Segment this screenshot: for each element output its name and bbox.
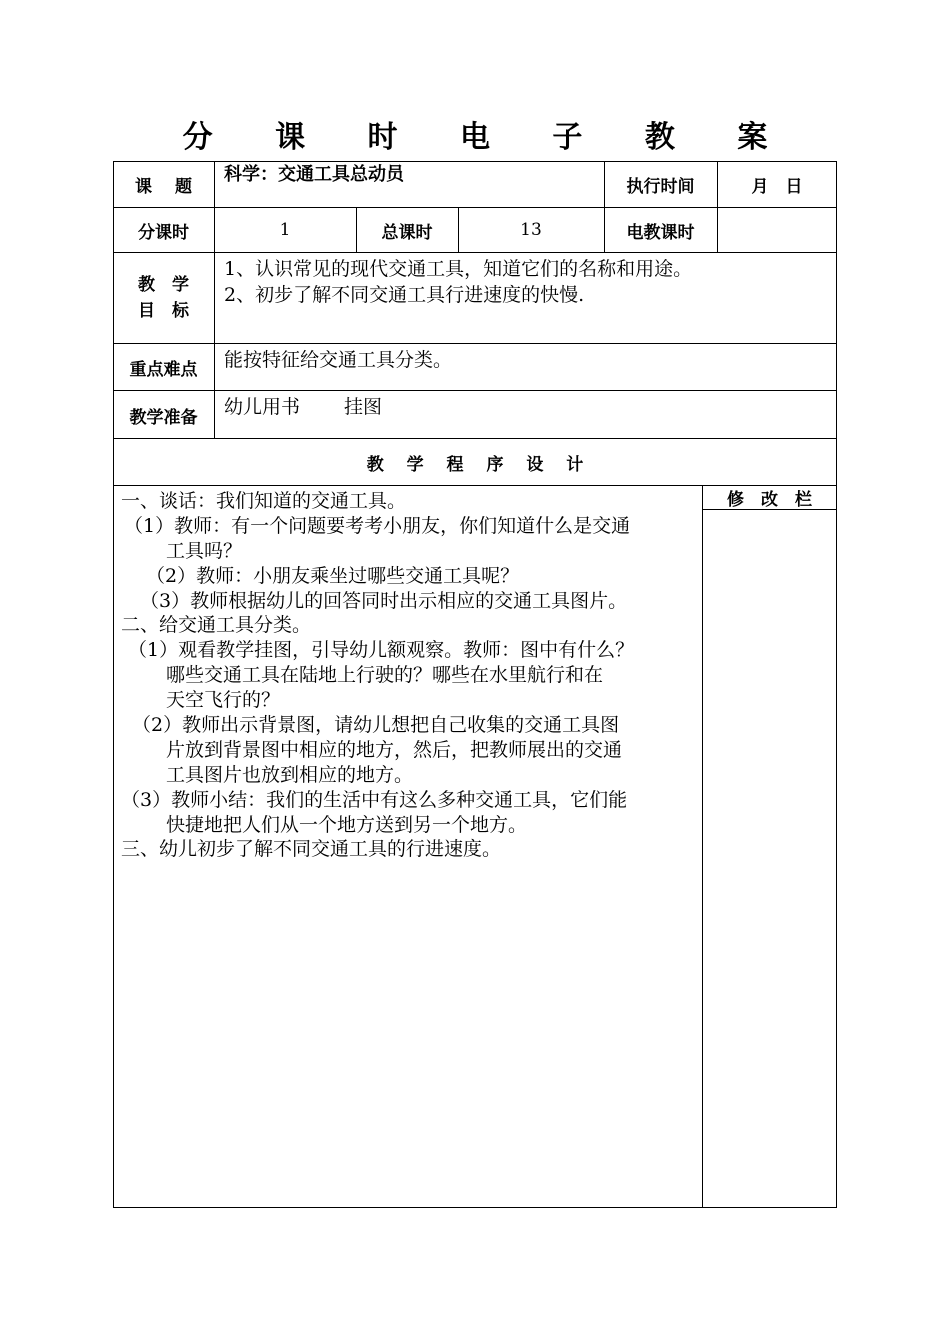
procedure-line: 工具吗？ — [166, 540, 243, 562]
procedure-line: （2）教师：小朋友乘坐过哪些交通工具呢？ — [146, 565, 520, 587]
total-lessons-value: 13 — [520, 220, 542, 240]
procedure-line: （1）教师：有一个问题要考考小朋友，你们知道什么是交通 — [124, 515, 631, 537]
procedure-line: 天空飞行的？ — [166, 689, 281, 711]
row-divider — [113, 390, 837, 391]
procedure-line: （3）教师根据幼儿的回答同时出示相应的交通工具图片。 — [140, 590, 628, 612]
goal-item: 1、认识常见的现代交通工具，知道它们的名称和用途。 — [224, 258, 693, 280]
procedure-line: 一、谈话：我们知道的交通工具。 — [121, 490, 407, 512]
document-title: 分 课 时 电 子 教 案 — [182, 120, 794, 155]
topic-value: 科学：交通工具总动员 — [224, 164, 404, 185]
column-divider — [702, 485, 703, 1208]
procedure-line: （2）教师出示背景图，请幼儿想把自己收集的交通工具图 — [132, 714, 620, 736]
preparation-value: 幼儿用书 挂图 — [224, 396, 383, 418]
row-divider — [113, 343, 837, 344]
lesson-label: 分课时 — [138, 222, 189, 243]
design-header: 教 学 程 序 设 计 — [366, 454, 584, 475]
procedure-line: 工具图片也放到相应的地方。 — [166, 764, 414, 786]
procedure-line: 二、给交通工具分类。 — [121, 614, 312, 636]
preparation-label — [113, 391, 214, 438]
av-lessons-label: 电教课时 — [626, 222, 695, 243]
procedure-line: 哪些交通工具在陆地上行驶的？哪些在水里航行和在 — [166, 664, 604, 686]
av-lessons-value — [717, 208, 837, 252]
goals-label — [113, 253, 214, 343]
procedure-line: 快捷地把人们从一个地方送到另一个地方。 — [166, 814, 528, 836]
preparation-label-text: 教学准备 — [129, 408, 198, 428]
row-divider — [113, 252, 837, 253]
revision-header: 修 改 栏 — [727, 490, 812, 510]
goal-item: 2、初步了解不同交通工具行进速度的快慢. — [224, 284, 585, 306]
column-divider — [214, 161, 215, 438]
procedure-line: （1）观看教学挂图，引导幼儿额观察。教师：图中有什么？ — [128, 639, 635, 661]
key-points-value: 能按特征给交通工具分类。 — [224, 349, 453, 371]
total-lessons-label: 总课时 — [381, 222, 433, 243]
procedure-line: 三、幼儿初步了解不同交通工具的行进速度。 — [121, 838, 502, 860]
exec-time-label: 执行时间 — [626, 177, 695, 197]
key-points-label — [113, 344, 214, 390]
goals-label-line: 目 标 — [138, 301, 189, 321]
goals-label-line: 教 学 — [138, 275, 189, 295]
procedure-line: （3）教师小结：我们的生活中有这么多种交通工具，它们能 — [121, 789, 628, 811]
exec-time-value: 月 日 — [751, 177, 803, 197]
procedure-line: 片放到背景图中相应的地方，然后，把教师展出的交通 — [166, 739, 623, 761]
topic-label: 课 题 — [135, 177, 192, 197]
key-points-label-text: 重点难点 — [129, 360, 198, 380]
lesson-value: 1 — [279, 220, 291, 240]
